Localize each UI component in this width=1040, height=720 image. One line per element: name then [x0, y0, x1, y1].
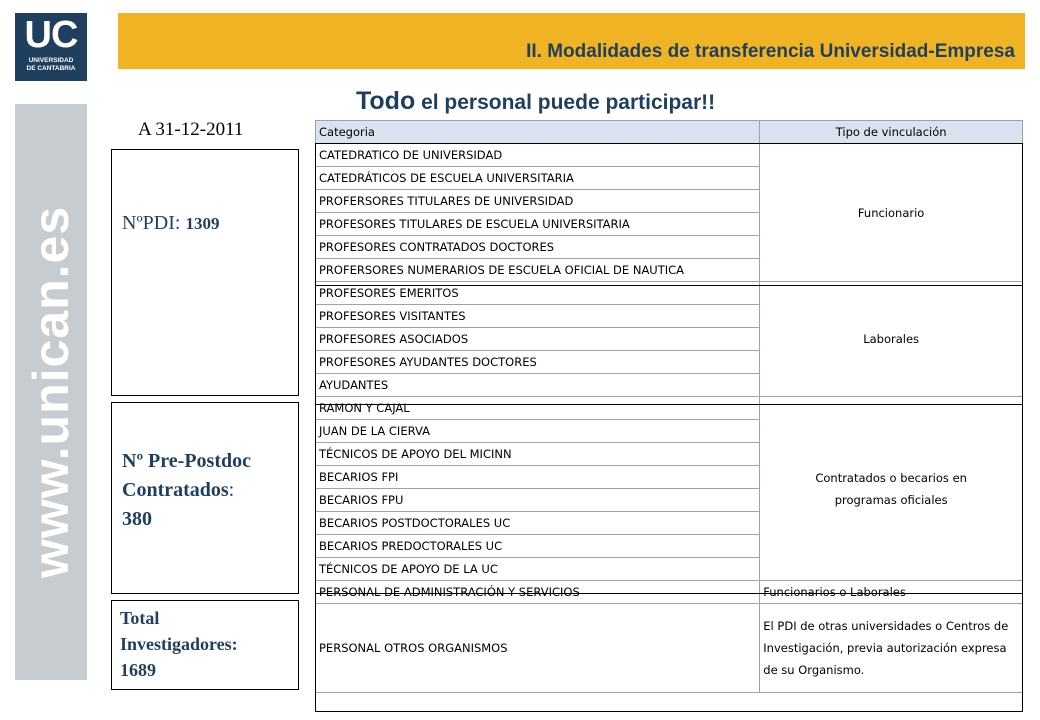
categoria-cell: BECARIOS PREDOCTORALES UC: [316, 535, 760, 558]
prepostdoc-line1: Nº Pre-Postdoc: [122, 450, 251, 472]
pdi-text: NºPDI: 1309: [122, 212, 220, 234]
categoria-cell: TÉCNICOS DE APOYO DE LA UC: [316, 558, 760, 581]
headline: [356, 87, 715, 116]
table-row: [316, 144, 1023, 167]
table-header-row: [316, 121, 1023, 144]
total-line1: Total: [120, 608, 160, 628]
categoria-cell: PROFERSORES TITULARES DE UNIVERSIDAD: [316, 190, 760, 213]
prepostdoc-line2: Contratados: [122, 479, 229, 501]
logo-uc-text: UC: [24, 14, 78, 56]
tipo-cell: Laborales: [760, 282, 1023, 397]
logo-line2: DE CANTABRIA: [26, 65, 76, 72]
categoria-cell: AYUDANTES: [316, 374, 760, 397]
title-banner: [118, 13, 1025, 69]
total-text: [120, 605, 238, 683]
headline-rest: el personal puede participar!!: [415, 91, 716, 114]
categoria-cell: BECARIOS FPU: [316, 489, 760, 512]
pdi-label: NºPDI: [122, 212, 175, 234]
prepostdoc-line2-row: Contratados:: [122, 479, 235, 501]
pdi-box: [111, 149, 299, 396]
tipo-cell: Funcionario: [760, 144, 1023, 282]
categoria-cell: PROFESORES CONTRATADOS DOCTORES: [316, 236, 760, 259]
table-row: [316, 282, 1023, 305]
categoria-cell: PROFESORES TITULARES DE ESCUELA UNIVERSITARIA: [316, 213, 760, 236]
header-tipo: Tipo de vinculación: [760, 121, 1023, 144]
table-row: [316, 581, 1023, 604]
categoria-cell: PERSONAL DE ADMINISTRACIÓN Y SERVICIOS: [316, 581, 760, 604]
banner-title: II. Modalidades de transferencia Universidad-Empresa: [526, 41, 1015, 62]
categoria-cell: PROFESORES VISITANTES: [316, 305, 760, 328]
categoria-cell: CATEDRÁTICOS DE ESCUELA UNIVERSITARIA: [316, 167, 760, 190]
headline-bold-word: Todo: [356, 87, 416, 115]
logo-line1: UNIVERSIDAD: [28, 57, 74, 64]
categoria-cell: BECARIOS POSTDOCTORALES UC: [316, 512, 760, 535]
categoria-cell: JUAN DE LA CIERVA: [316, 420, 760, 443]
date-label: A 31-12-2011: [138, 119, 244, 140]
tipo-cell: El PDI de otras universidades o Centros de Investigación, previa autorización expresa de su Organismo.: [760, 604, 1023, 693]
categories-table: [315, 120, 1023, 693]
sidebar-strip: [15, 104, 87, 680]
categoria-cell: BECARIOS FPI: [316, 466, 760, 489]
total-box: [111, 600, 299, 690]
categoria-cell: PROFESORES ASOCIADOS: [316, 328, 760, 351]
tipo-cell: Funcionarios o Laborales: [760, 581, 1023, 604]
categoria-cell: PROFERSORES NUMERARIOS DE ESCUELA OFICIAL DE NAUTICA: [316, 259, 760, 282]
total-value: 1689: [120, 660, 156, 680]
categoria-cell: RAMON Y CAJAL: [316, 397, 760, 420]
pdi-value: 1309: [185, 214, 220, 233]
prepostdoc-value: 380: [122, 508, 152, 530]
categoria-cell: PROFESORES EMERITOS: [316, 282, 760, 305]
total-line2: Investigadores:: [120, 634, 238, 654]
table-row: [316, 397, 1023, 420]
prepostdoc-text: [122, 447, 251, 534]
categoria-cell: TÉCNICOS DE APOYO DEL MICINN: [316, 443, 760, 466]
categoria-cell: CATEDRATICO DE UNIVERSIDAD: [316, 144, 760, 167]
table-row: [316, 604, 1023, 693]
sidebar-url: www.unican.es: [23, 205, 79, 579]
categoria-cell: PERSONAL OTROS ORGANISMOS: [316, 604, 760, 693]
tipo-cell: Contratados o becarios en programas oficiales: [760, 397, 1023, 581]
prepostdoc-box: [111, 402, 299, 594]
categoria-cell: PROFESORES AYUDANTES DOCTORES: [316, 351, 760, 374]
university-logo: [15, 13, 87, 81]
header-categoria: Categoria: [316, 121, 760, 144]
